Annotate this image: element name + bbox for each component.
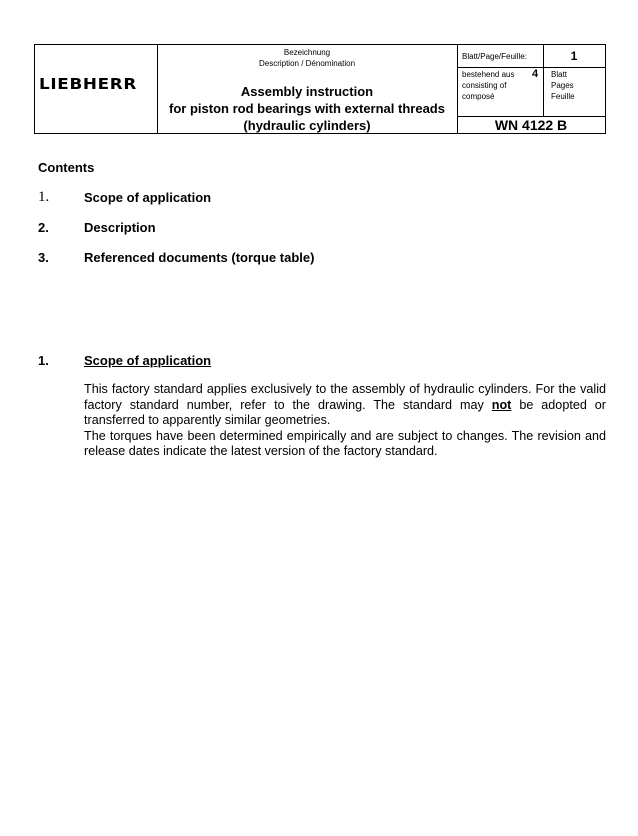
title-block — [34, 44, 606, 134]
pages-label-de: Blatt — [551, 70, 568, 79]
contents-item-scope: Scope of application — [84, 190, 212, 205]
contents-item-number: 2. — [38, 220, 49, 235]
document-title-line3: (hydraulic cylinders) — [243, 118, 371, 133]
document-title-line1: Assembly instruction — [240, 84, 374, 99]
contents-item-referenced-documents: Referenced documents (torque table) — [84, 250, 315, 265]
page-label: Blatt/Page/Feuille: — [462, 52, 527, 61]
scope-text: This factory standard applies exclusively to the assembly of hydraulic cylinders. For the valid factory standard number, refer to the drawing. The standard may — [84, 382, 606, 412]
description-label: Description / Dénomination — [258, 59, 356, 68]
liebherr-logo: LIEBHERR — [39, 75, 138, 93]
scope-text: be adopted or transferred to apparently similar geometries. — [84, 397, 606, 427]
pages-label-fr: Feuille — [551, 92, 575, 101]
total-pages: 4 — [532, 68, 539, 80]
torque-paragraph: The torques have been determined empirically and are subject to changes. The revision and release dates indicate the latest version of the factory standard. — [84, 428, 606, 458]
title-block-divider — [457, 67, 605, 68]
consisting-label-en: consisting of — [462, 81, 507, 90]
emphasis-not: not — [491, 397, 512, 412]
contents-item-description: Description — [84, 220, 156, 235]
consisting-label-de: bestehend aus — [462, 70, 515, 79]
consisting-label-fr: composé — [462, 92, 495, 101]
contents-item-number: 1. — [38, 189, 50, 205]
page-number: 1 — [570, 49, 578, 63]
contents-item-number: 3. — [38, 250, 49, 265]
pages-label-en: Pages — [551, 81, 574, 90]
section-body — [84, 382, 606, 460]
document-title-line2: for piston rod bearings with external threads — [169, 101, 445, 116]
section-number: 1. — [38, 353, 49, 368]
contents-heading: Contents — [38, 160, 95, 175]
designation-label: Bezeichnung — [283, 48, 331, 57]
section-heading-scope: Scope of application — [84, 353, 212, 368]
scope-paragraph — [84, 382, 606, 429]
document-number: WN 4122 B — [494, 117, 568, 133]
